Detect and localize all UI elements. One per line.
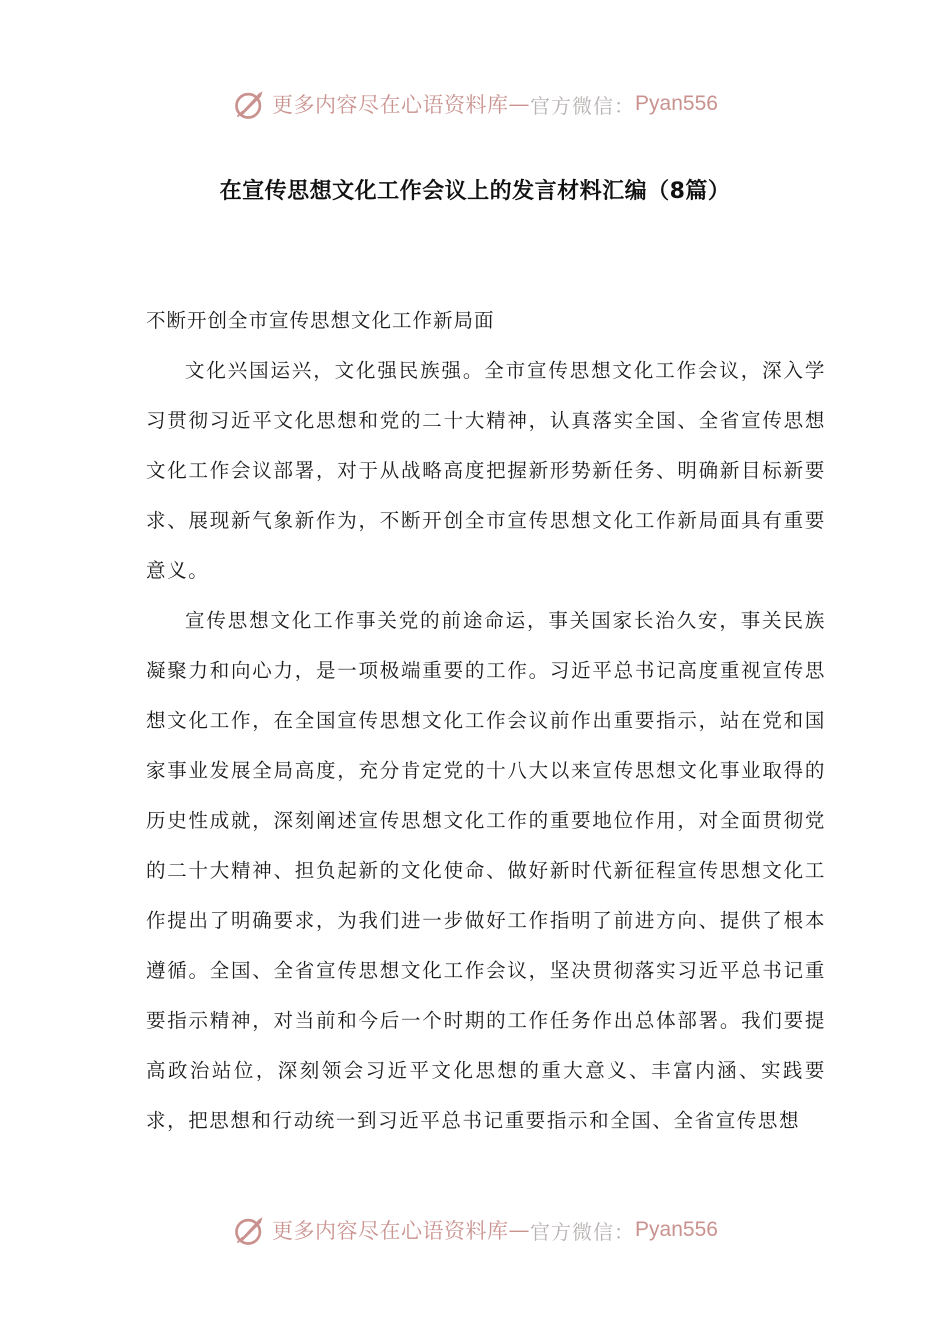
watermark-handle: Pyan556 — [635, 92, 718, 115]
paragraph-2: 宣传思想文化工作事关党的前途命运，事关国家长治久安，事关民族凝聚力和向心力，是一项极端重要的工作。习近平总书记高度重视宣传思想文化工作，在全国宣传思想文化工作会议前作出重要指示，站在党和国家事业发展全局高度，充分肯定党的十八大以来宣传思想文化事业取得的历史性成就，深刻阐述宣传思想文化工作的重要地位作用，对全面贯彻党的二十大精神、担负起新的文化使命、做好新时代新征程宣传思想文化工作提出了明确要求，为我们进一步做好工作指明了前进方向、提供了根本遵循。全国、全省宣传思想文化工作会议，坚决贯彻落实习近平总书记重要指示精神，对当前和今后一个时期的工作任务作出总体部署。我们要提高政治站位，深刻领会习近平文化思想的重大意义、丰富内涵、实践要求，把思想和行动统一到习近平总书记重要指示和全国、全省宣传思想 — [146, 609, 826, 1132]
watermark-handle: Pyan556 — [635, 1218, 718, 1241]
document-title: 在宣传思想文化工作会议上的发言材料汇编（8篇） — [219, 179, 731, 204]
watermark-separator: — — [508, 92, 531, 116]
quill-pen-logo-icon — [232, 86, 268, 122]
watermark-separator: — — [508, 1218, 531, 1242]
watermark-wechat-label: 官方微信： — [530, 93, 636, 118]
article-body — [146, 296, 826, 1146]
watermark-brand: 更多内容尽在心语资料库 — [272, 1219, 509, 1243]
quill-pen-logo-icon — [232, 1212, 268, 1248]
watermark-footer — [0, 1208, 950, 1252]
paragraph-1: 文化兴国运兴，文化强民族强。全市宣传思想文化工作会议，深入学习贯彻习近平文化思想和党的二十大精神，认真落实全国、全省宣传思想文化工作会议部署，对于从战略高度把握新形势新任务、明确新目标新要求、展现新气象新作为，不断开创全市宣传思想文化工作新局面具有重要意义。 — [146, 359, 826, 582]
watermark-brand: 更多内容尽在心语资料库 — [272, 93, 509, 117]
watermark-header — [0, 82, 950, 126]
article-subtitle: 不断开创全市宣传思想文化工作新局面 — [146, 309, 495, 332]
watermark-wechat-label: 官方微信： — [530, 1219, 636, 1244]
